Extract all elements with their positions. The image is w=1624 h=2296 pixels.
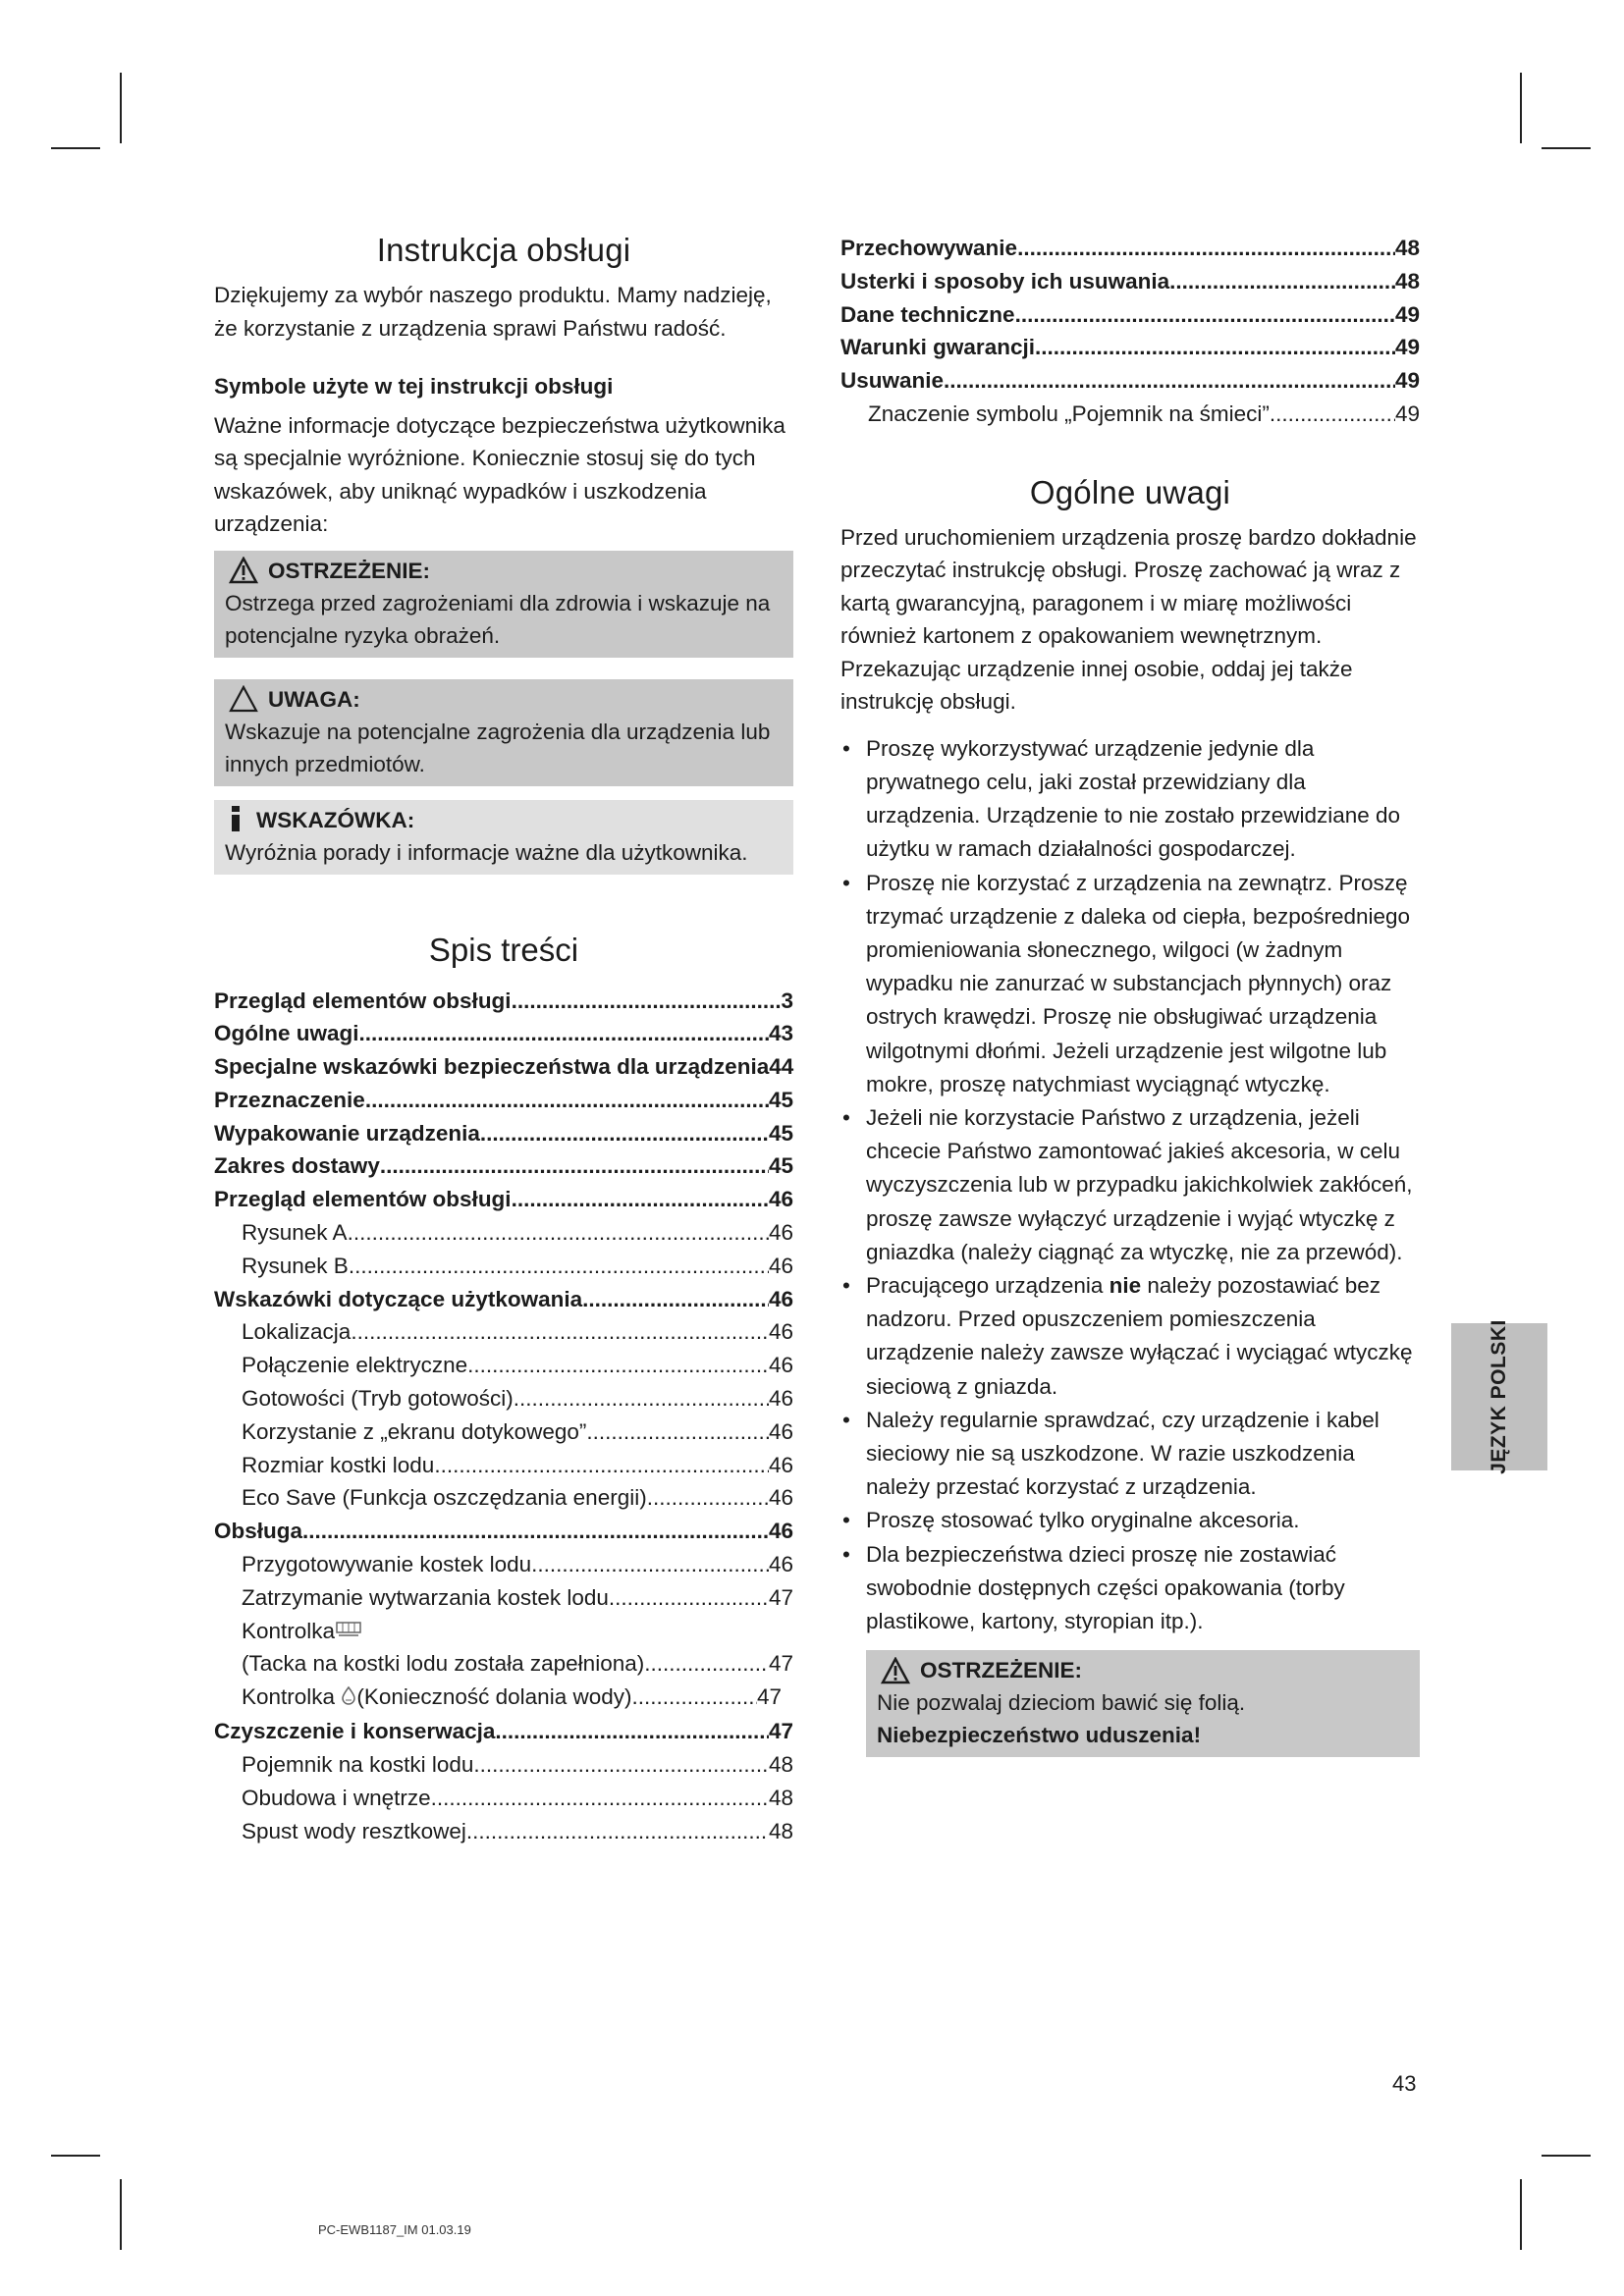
toc-item[interactable]: Wskazówki dotyczące użytkowania ..... 46	[214, 1283, 793, 1316]
list-item: • Proszę stosować tylko oryginalne akcesoria.	[840, 1504, 1420, 1537]
symbols-text: Ważne informacje dotyczące bezpieczeństwa użytkownika są specjalnie wyróżnione. Koniecznie stosuj się do tych wskazówek, aby uniknąć wypadków i uszkodzenia urządzenia:	[214, 412, 785, 536]
toc-subitem[interactable]: Lokalizacja ..... 46	[214, 1315, 793, 1349]
crop-mark	[1520, 73, 1522, 143]
toc-subitem[interactable]: Korzystanie z „ekranu dotykowego” ..... 46	[214, 1415, 793, 1449]
hint-title: WSKAZÓWKA:	[256, 807, 415, 832]
list-item: • Dla bezpieczeństwa dzieci proszę nie zostawiać swobodnie dostępnych części opakowania (torby plastikowe, kartony, styropian itp.).	[840, 1538, 1420, 1639]
crop-mark	[1542, 147, 1591, 149]
toc-item[interactable]: Przegląd elementów obsługi ..... 3	[214, 985, 793, 1018]
list-item: • Jeżeli nie korzystacie Państwo z urządzenia, jeżeli chcecie Państwo zamontować jakieś akcesoria, w celu wyczyszczenia lub w przypadku jakichkolwiek zakłóceń, proszę zawsze wyłączyć urządzenie i wyjąć wtyczkę z gniazdka (należy ciągnąć za wtyczkę, nie za przewód).	[840, 1101, 1420, 1269]
footer-code: PC-EWB1187_IM 01.03.19	[318, 2222, 471, 2237]
toc-subitem[interactable]: Obudowa i wnętrze ..... 48	[214, 1782, 793, 1815]
crop-mark	[1520, 2179, 1522, 2250]
language-tab: JĘZYK POLSKI	[1451, 1323, 1547, 1470]
toc-subitem[interactable]: Rysunek B ..... 46	[214, 1250, 793, 1283]
warning-title: OSTRZEŻENIE:	[920, 1658, 1083, 1683]
toc-subitem[interactable]: Rozmiar kostki lodu ..... 46	[214, 1449, 793, 1482]
toc-item[interactable]: Przegląd elementów obsługi ..... 46	[214, 1183, 793, 1216]
caution-text: Wskazuje na potencjalne zagrożenia dla urządzenia lub innych przedmiotów.	[225, 719, 771, 776]
list-item: • Proszę nie korzystać z urządzenia na zewnątrz. Proszę trzymać urządzenie z daleka od ciepła, bezpośredniego promieniowania słonecznego, wilgoci (w żadnym wypadku nie zanurzać w substancjach płynnych) oraz ostrych krawędzi. Proszę nie obsługiwać urządzenia wilgotnymi dłońmi. Jeżeli urządzenie jest wilgotne lub mokre, proszę natychmiast wyciągnąć wtyczkę.	[840, 867, 1420, 1101]
toc-subitem[interactable]: Znaczenie symbolu „Pojemnik na śmieci” ..... 49	[840, 398, 1420, 431]
ice-tray-icon	[335, 1615, 362, 1648]
safety-bullet-list	[840, 732, 1420, 1638]
hint-box	[214, 800, 793, 875]
left-column	[214, 232, 793, 1847]
crop-mark	[120, 73, 122, 143]
toc-subitem[interactable]: Kontrolka (Konieczność dolania wody) ..... 47	[214, 1681, 782, 1715]
toc-title: Spis treści	[428, 931, 579, 968]
toc-subitem[interactable]: Połączenie elektryczne ..... 46	[214, 1349, 793, 1382]
toc-item[interactable]: Czyszczenie i konserwacja ..... 47	[214, 1715, 793, 1748]
toc-item[interactable]: Dane techniczne ..... 49	[840, 298, 1420, 332]
caution-title: UWAGA:	[268, 686, 360, 712]
toc-subitem[interactable]: Eco Save (Funkcja oszczędzania energii) ..... 46	[214, 1481, 793, 1515]
toc-item[interactable]: Usterki i sposoby ich usuwania ..... 48	[840, 265, 1420, 298]
toc-item[interactable]: Ogólne uwagi ..... 43	[214, 1017, 793, 1050]
page-title: Instrukcja obsługi	[376, 232, 631, 268]
warning-title: OSTRZEŻENIE:	[268, 558, 431, 583]
toc-subitem[interactable]: Pojemnik na kostki lodu ..... 48	[214, 1748, 793, 1782]
crop-mark	[120, 2179, 122, 2250]
child-warning-box	[866, 1650, 1420, 1757]
info-icon	[229, 806, 246, 833]
toc-list-continued	[840, 232, 1420, 431]
toc-item[interactable]: Zakres dostawy ..... 45	[214, 1149, 793, 1183]
toc-subitem[interactable]: Rysunek A ..... 46	[214, 1216, 793, 1250]
toc-item[interactable]: Usuwanie ..... 49	[840, 364, 1420, 398]
toc-item[interactable]: Specjalne wskazówki bezpieczeństwa dla urządzenia 44	[214, 1054, 794, 1080]
toc-subitem[interactable]: Gotowości (Tryb gotowości) ..... 46	[214, 1382, 793, 1415]
caution-box	[214, 679, 793, 786]
crop-mark	[1542, 2155, 1591, 2157]
list-item: • Proszę wykorzystywać urządzenie jedynie dla prywatnego celu, jaki został przewidziany dla urządzenia. Urządzenie to nie zostało przewidziane do użytku w ramach działalności gospodarczej.	[840, 732, 1420, 867]
section-title: Ogólne uwagi	[1029, 473, 1231, 510]
toc-item[interactable]: Wypakowanie urządzenia ..... 45	[214, 1117, 793, 1150]
crop-mark	[51, 147, 100, 149]
toc-item[interactable]: Przechowywanie ..... 48	[840, 232, 1420, 265]
crop-mark	[51, 2155, 100, 2157]
symbols-heading: Symbole użyte w tej instrukcji obsługi	[214, 374, 614, 399]
caution-triangle-icon	[229, 685, 258, 713]
toc-subitem[interactable]: Kontrolka	[214, 1615, 793, 1648]
water-refill-icon	[341, 1682, 356, 1715]
warning-bold-text: Niebezpieczeństwo uduszenia!	[877, 1723, 1202, 1748]
toc-item[interactable]: Obsługa ..... 46	[214, 1515, 793, 1548]
warning-text: Nie pozwalaj dzieciom bawić się folią.	[877, 1690, 1246, 1716]
general-intro: Przed uruchomieniem urządzenia proszę bardzo dokładnie przeczytać instrukcję obsługi. Proszę zachować ją wraz z kartą gwarancyjną, paragonem i w miarę możliwości również kartonem z opakowaniem wewnętrznym. Przekazując urządzenie innej osobie, oddaj jej także instrukcję obsługi.	[840, 524, 1417, 715]
toc-subitem[interactable]: Przygotowywanie kostek lodu ..... 46	[214, 1548, 793, 1581]
toc-subitem[interactable]: Spust wody resztkowej ..... 48	[214, 1815, 793, 1848]
warning-triangle-icon	[229, 557, 258, 584]
warning-text: Ostrzega przed zagrożeniami dla zdrowia i wskazuje na potencjalne ryzyka obrażeń.	[225, 590, 771, 648]
toc-item[interactable]: Przeznaczenie ..... 45	[214, 1084, 793, 1117]
right-column	[840, 232, 1420, 1757]
toc-subitem[interactable]: (Tacka na kostki lodu została zapełniona) ..... 47	[214, 1647, 793, 1681]
list-item: • Należy regularnie sprawdzać, czy urządzenie i kabel sieciowy nie są uszkodzone. W razie uszkodzenia należy przestać korzystać z urządzenia.	[840, 1404, 1420, 1505]
page-number: 43	[1392, 2071, 1417, 2096]
hint-text: Wyróżnia porady i informacje ważne dla użytkownika.	[225, 839, 748, 865]
toc-subitem[interactable]: Zatrzymanie wytwarzania kostek lodu ..... 47	[214, 1581, 793, 1615]
toc-list	[214, 985, 793, 1848]
toc-item[interactable]: Warunki gwarancji ..... 49	[840, 331, 1420, 364]
warning-box	[214, 551, 793, 658]
intro-text: Dziękujemy za wybór naszego produktu. Mamy nadzieję, że korzystanie z urządzenia sprawi Państwu radość.	[214, 283, 772, 341]
list-item: • Pracującego urządzenia nie należy pozostawiać bez nadzoru. Przed opuszczeniem pomieszczenia urządzenie należy zawsze wyłączać i wyciągać wtyczkę sieciową z gniazda.	[840, 1269, 1420, 1404]
warning-triangle-icon	[881, 1657, 910, 1684]
